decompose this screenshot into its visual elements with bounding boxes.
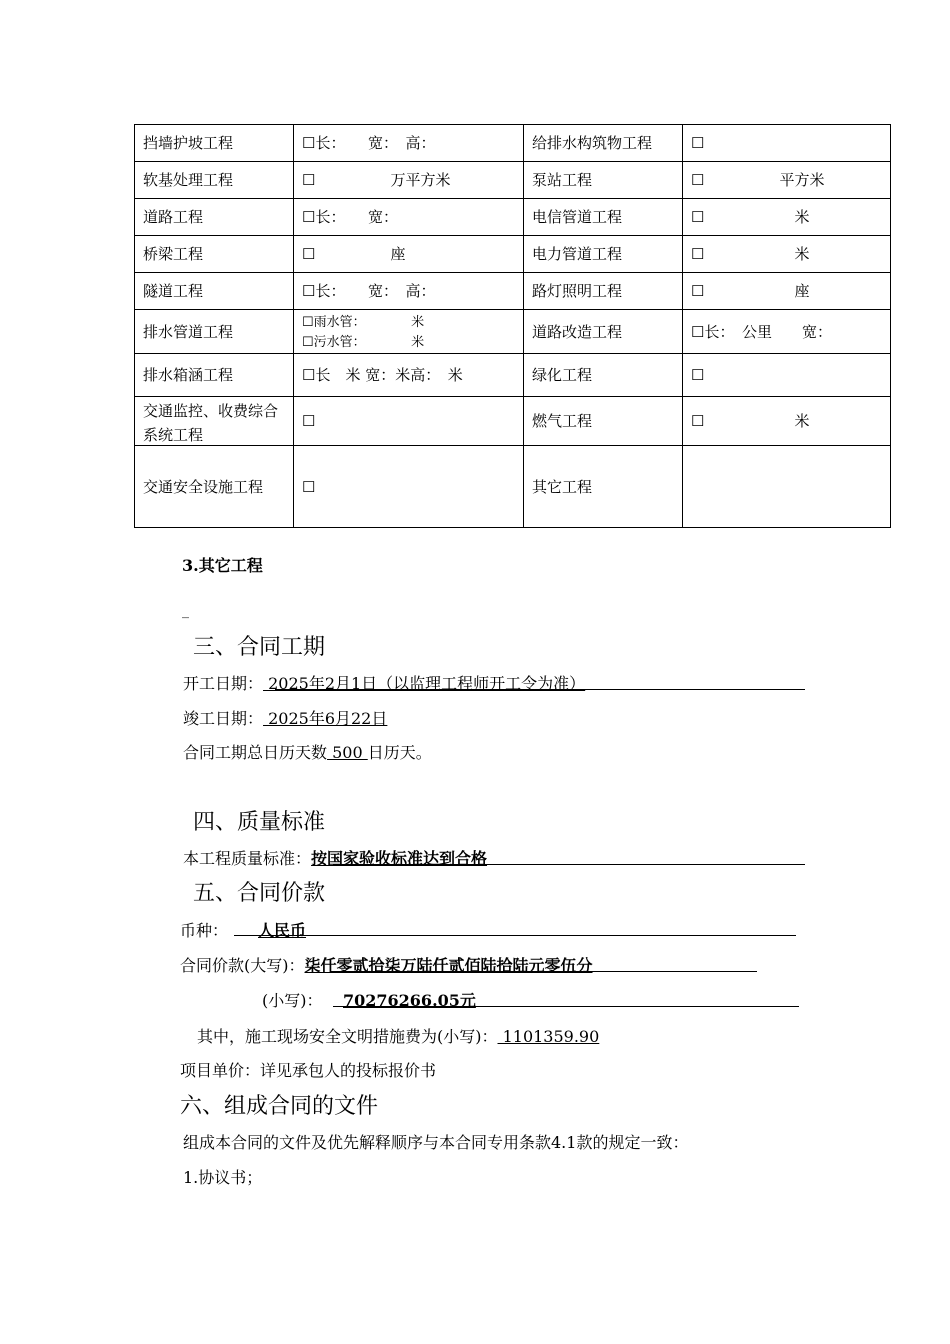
work-name: 桥梁工程 [135,236,294,273]
end-date-row [183,706,387,729]
table-row [135,310,891,354]
total-days-prefix: 合同工期总日历天数 [183,743,328,762]
safety-fee-value: 1101359.90 [497,1027,600,1046]
table-row [135,354,891,397]
work-name: 道路改造工程 [524,310,683,354]
section-title-price: 五、合同价款 [193,881,326,906]
work-spec: ☐ [294,397,524,446]
table-row [135,162,891,199]
work-name-text: 交通监控、收费综合系统工程 [143,402,279,444]
section-title-duration: 三、合同工期 [193,635,326,660]
work-spec [294,310,524,354]
work-name: 排水管道工程 [135,310,294,354]
work-spec [683,446,891,528]
quality-label: 本工程质量标准： [183,849,312,868]
work-spec: ☐长： 宽： 高： [294,125,524,162]
work-spec: ☐ [294,446,524,528]
work-name: 交通安全设施工程 [135,446,294,528]
price-lower-value: 70276266.05元 [343,991,476,1010]
work-spec: ☐ 米 [683,199,891,236]
work-name: 绿化工程 [524,354,683,397]
underline [275,689,805,690]
dash-mark: _ [182,603,189,619]
work-spec: ☐ 座 [683,273,891,310]
table-row [135,397,891,446]
currency-value: 人民币 [258,921,307,940]
work-spec: ☐ 米 [683,397,891,446]
underline [333,1006,799,1007]
work-name: 其它工程 [524,446,683,528]
work-name: 软基处理工程 [135,162,294,199]
work-spec: ☐ 万平方米 [294,162,524,199]
total-days-row [183,740,432,763]
work-name: 给排水构筑物工程 [524,125,683,162]
underline [234,935,796,936]
work-name: 道路工程 [135,199,294,236]
work-name [135,397,294,446]
price-lower-label: (小写)： [262,991,323,1010]
sewage-pipe-spec: ☐污水管： 米 [302,334,425,350]
end-date-value: 2025年6月22日 [263,709,388,728]
work-name: 燃气工程 [524,397,683,446]
work-name: 挡墙护坡工程 [135,125,294,162]
table-row [135,125,891,162]
work-spec: ☐ [683,354,891,397]
documents-item-1: 1.协议书； [183,1168,263,1187]
price-upper-row [180,953,593,976]
safety-fee-row [197,1024,599,1047]
price-upper-value: 柒仟零贰拾柒万陆仟贰佰陆拾陆元零伍分 [304,956,593,975]
quality-value: 按国家验收标准达到合格 [311,849,488,868]
rain-pipe-spec: ☐雨水管： 米 [302,314,425,330]
unit-price-note: 项目单价：详见承包人的投标报价书 [180,1061,437,1080]
currency-label: 币种： [180,921,229,940]
end-date-label: 竣工日期： [183,709,264,728]
total-days-suffix: 日历天。 [367,743,432,762]
work-spec: ☐长： 公里 宽： [683,310,891,354]
quality-row [183,846,487,869]
section-title-documents: 六、组成合同的文件 [180,1094,379,1119]
work-name: 隧道工程 [135,273,294,310]
total-days-value: 500 [327,743,368,762]
work-spec: ☐ [683,125,891,162]
section-title-quality: 四、质量标准 [193,810,326,835]
work-name: 泵站工程 [524,162,683,199]
table-row [135,199,891,236]
work-spec: ☐长： 宽： [294,199,524,236]
price-lower-row [262,988,323,1011]
work-spec: ☐长 米 宽：米高： 米 [294,354,524,397]
work-name: 电力管道工程 [524,236,683,273]
underline [333,864,805,865]
work-spec: ☐ 米 [683,236,891,273]
work-spec: ☐ 座 [294,236,524,273]
work-name: 排水箱涵工程 [135,354,294,397]
work-spec: ☐ 平方米 [683,162,891,199]
underline [330,971,757,972]
start-date-row [183,671,585,694]
start-date-label: 开工日期： [183,674,264,693]
start-date-value: 2025年2月1日（以监理工程师开工令为准） [263,674,586,693]
work-name: 路灯照明工程 [524,273,683,310]
safety-fee-label: 其中，施工现场安全文明措施费为(小写)： [197,1027,498,1046]
work-spec: ☐长： 宽： 高： [294,273,524,310]
documents-intro: 组成本合同的文件及优先解释顺序与本合同专用条款4.1款的规定一致： [183,1133,689,1152]
table-row [135,446,891,528]
price-upper-label: 合同价款(大写)： [180,956,305,975]
table-row [135,236,891,273]
works-table [134,124,891,528]
table-row [135,273,891,310]
other-works-heading: 3.其它工程 [182,556,263,575]
work-name: 电信管道工程 [524,199,683,236]
